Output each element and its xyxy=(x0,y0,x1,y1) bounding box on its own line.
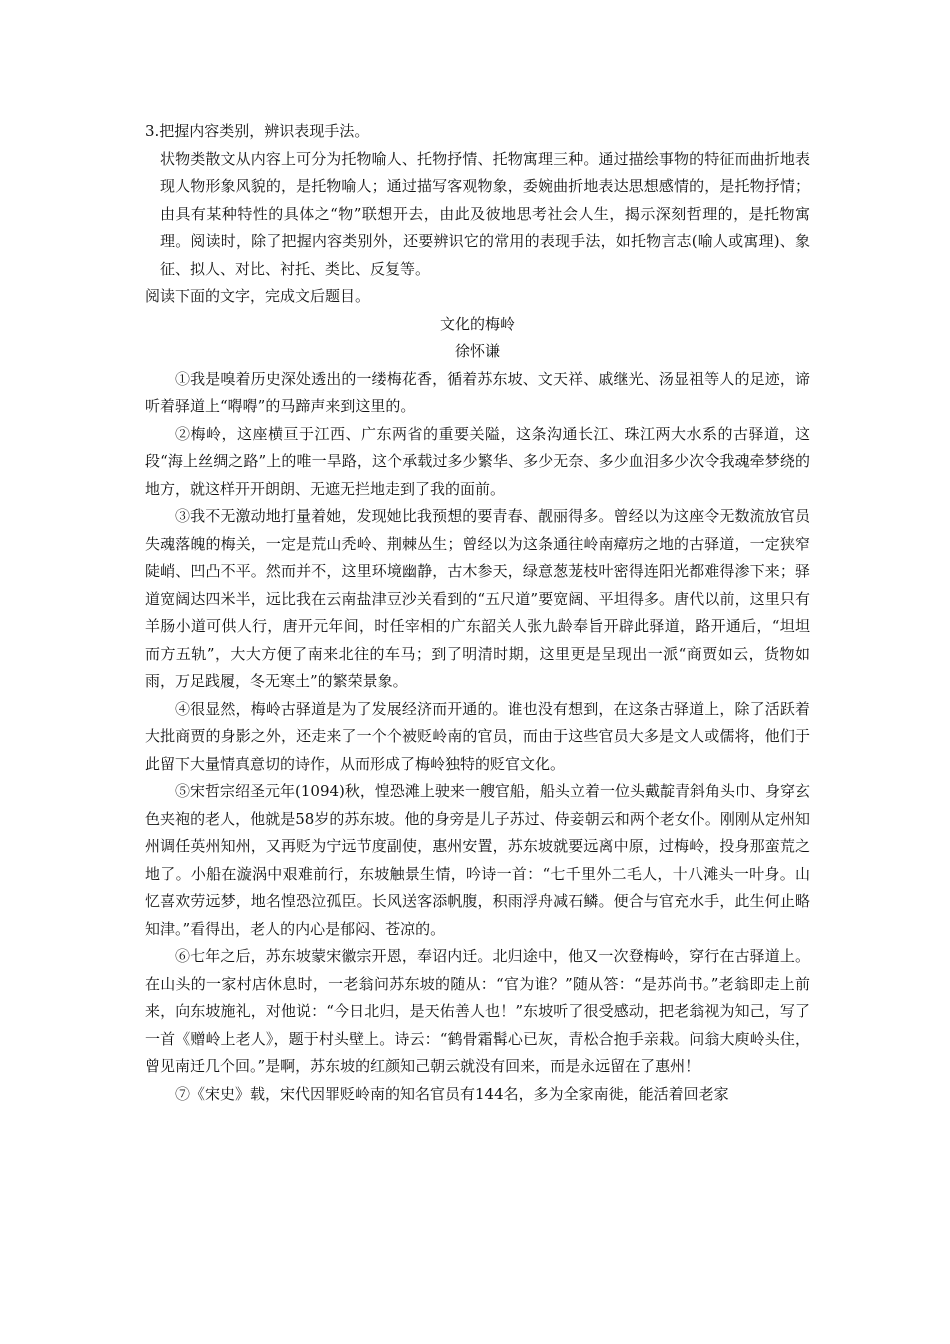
article-paragraph-5: ⑤宋哲宗绍圣元年(1094)秋，惶恐滩上驶来一艘官船，船头立着一位头戴靛青斜角头巾、身穿玄色夹袍的老人，他就是58岁的苏东坡。他的身旁是儿子苏过、侍妾朝云和两个老女仆。刚刚从定州知州调任英州知州，又再贬为宁远节度副使，惠州安置，苏东坡就要远离中原，过梅岭，投身那蛮荒之地了。小船在漩涡中艰难前行，东坡触景生情，吟诗一首：“七千里外二毛人，十八滩头一叶身。山忆喜欢劳远梦，地名惶恐泣孤臣。长风送客添帆腹，积雨浮舟减石鳞。便合与官充水手，此生何止略知津。”看得出，老人的内心是郁闷、苍凉的。 xyxy=(145,782,810,938)
article-paragraph-7: ⑦《宋史》载，宋代因罪贬岭南的知名官员有144名，多为全家南徙，能活着回老家 xyxy=(175,1084,729,1103)
section-intro: 状物类散文从内容上可分为托物喻人、托物抒情、托物寓理三种。通过描绘事物的特征而曲折地表现人物形象风貌的，是托物喻人；通过描写客观物象，委婉曲折地表达思想感情的，是托物抒情；由具有某种特性的具体之“物”联想开去，由此及彼地思考社会人生，揭示深刻哲理的，是托物寓理。阅读时，除了把握内容类别外，还要辨识它的常用的表现手法，如托物言志(喻人或寓理)、象征、拟人、对比、衬托、类比、反复等。 xyxy=(160,149,810,278)
article-paragraph-4: ④很显然，梅岭古驿道是为了发展经济而开通的。谁也没有想到，在这条古驿道上，除了活跃着大批商贾的身影之外，还走来了一个个被贬岭南的官员，而由于这些官员大多是文人或儒将，他们于此留下大量情真意切的诗作，从而形成了梅岭独特的贬官文化。 xyxy=(145,699,810,773)
reading-instruction: 阅读下面的文字，完成文后题目。 xyxy=(145,287,371,305)
article-paragraph-2: ②梅岭，这座横亘于江西、广东两省的重要关隘，这条沟通长江、珠江两大水系的古驿道，这段“海上丝绸之路”上的唯一旱路，这个承载过多少繁华、多少无奈、多少血泪多少次令我魂牵梦绕的地方，就这样开开朗朗、无遮无拦地走到了我的面前。 xyxy=(145,424,810,498)
article-paragraph-1: ①我是嗅着历史深处透出的一缕梅花香，循着苏东坡、文天祥、戚继光、汤显祖等人的足迹，谛听着驿道上“嘚嘚”的马蹄声来到这里的。 xyxy=(145,369,810,415)
article-paragraph-3: ③我不无激动地打量着她，发现她比我预想的要青春、靓丽得多。曾经以为这座令无数流放官员失魂落魄的梅关，一定是荒山秃岭、荆棘丛生；曾经以为这条通往岭南瘴疠之地的古驿道，一定狭窄陡峭、凹凸不平。然而并不，这里环境幽静，古木参天，绿意葱茏枝叶密得连阳光都难得渗下来；驿道宽阔达四米半，远比我在云南盐津豆沙关看到的“五尺道”要宽阔、平坦得多。唐代以前，这里只有羊肠小道可供人行，唐开元年间，时任宰相的广东韶关人张九龄奉旨开辟此驿道，路开通后，“坦坦而方五轨”，大大方便了南来北往的车马；到了明清时期，这里更是呈现出一派“商贾如云，货物如雨，万足践履，冬无寒土”的繁荣景象。 xyxy=(145,507,810,690)
article-paragraph-6: ⑥七年之后，苏东坡蒙宋徽宗开恩，奉诏内迁。北归途中，他又一次登梅岭，穿行在古驿道上。在山头的一家村店休息时，一老翁问苏东坡的随从：“官为谁？”随从答：“是苏尚书。”老翁即走上前来，向东坡施礼，对他说：“今日北归，是天佑善人也！”东坡听了很受感动，把老翁视为知己，写了一首《赠岭上老人》，题于村头壁上。诗云：“鹤骨霜髯心已灰，青松合抱手亲栽。问翁大庾岭头住，曾见南迁几个回。”是啊，苏东坡的红颜知己朝云就没有回来，而是永远留在了惠州！ xyxy=(145,947,810,1075)
article-title: 文化的梅岭 xyxy=(439,314,515,333)
article-author: 徐怀谦 xyxy=(454,342,500,360)
section-heading: 3.把握内容类别，辨识表现手法。 xyxy=(145,122,370,140)
document-body xyxy=(145,118,810,1108)
